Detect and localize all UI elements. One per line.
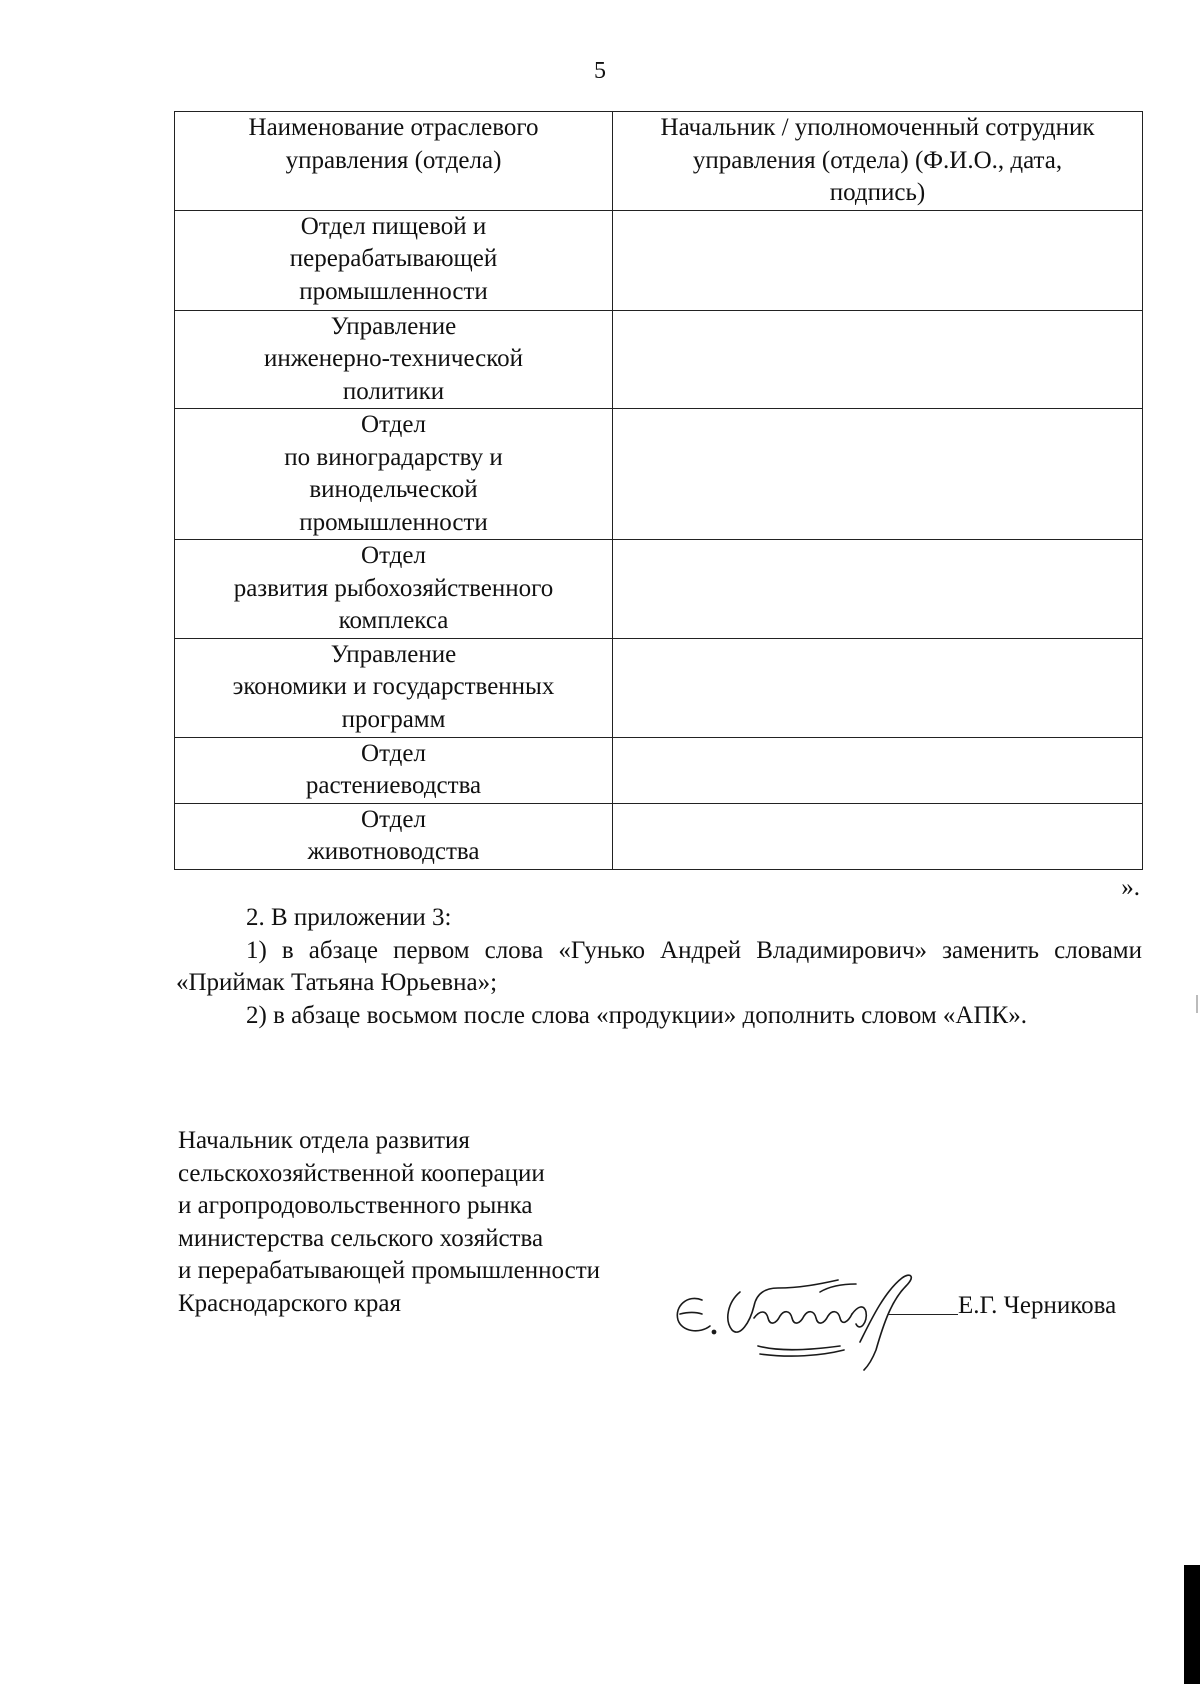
department-cell: Отдел по виноградарству и винодельческой промышленности bbox=[175, 409, 613, 540]
handwritten-signature bbox=[670, 1262, 930, 1372]
signature-line bbox=[888, 1314, 958, 1315]
department-cell: Управление инженерно-технической политики bbox=[175, 310, 613, 409]
table-row bbox=[175, 310, 1143, 409]
signature-cell bbox=[613, 803, 1143, 869]
department-cell: Отдел животноводства bbox=[175, 803, 613, 869]
table-row bbox=[175, 210, 1143, 310]
department-cell: Управление экономики и государственных программ bbox=[175, 638, 613, 737]
table-row bbox=[175, 409, 1143, 540]
margin-mark bbox=[1196, 995, 1198, 1013]
signature-cell bbox=[613, 638, 1143, 737]
signature-cell bbox=[613, 737, 1143, 803]
table-row bbox=[175, 803, 1143, 869]
signature-cell bbox=[613, 409, 1143, 540]
department-cell: Отдел развития рыбохозяйственного комплекса bbox=[175, 540, 613, 639]
amendments-section bbox=[176, 902, 1142, 1032]
departments-approval-table bbox=[174, 111, 1143, 870]
table-row bbox=[175, 540, 1143, 639]
header-department-name: Наименование отраслевого управления (отдела) bbox=[175, 112, 613, 211]
signature-cell bbox=[613, 210, 1143, 310]
signer-position: Начальник отдела развития сельскохозяйственной кооперации и агропродовольственного рынка министерства сельского хозяйства и перерабатывающей промышленности Краснодарского края bbox=[178, 1127, 601, 1317]
department-cell: Отдел растениеводства bbox=[175, 737, 613, 803]
signature-cell bbox=[613, 310, 1143, 409]
closing-quote: ». bbox=[1121, 874, 1140, 901]
table-header-row bbox=[175, 112, 1143, 211]
amendment-item-2: 2) в абзаце восьмом после слова «продукции» дополнить словом «АПК». bbox=[246, 1001, 1027, 1029]
signer-name: Е.Г. Черникова bbox=[958, 1292, 1117, 1319]
department-cell: Отдел пищевой и перерабатывающей промышленности bbox=[175, 210, 613, 310]
table-row bbox=[175, 737, 1143, 803]
scan-edge-bar bbox=[1184, 1565, 1200, 1684]
table-row bbox=[175, 638, 1143, 737]
amendment-item-1: 1) в абзаце первом слова «Гунько Андрей Владимирович» заменить словами «Приймак Татьяна Юрьевна»; bbox=[176, 936, 1142, 996]
page-number: 5 bbox=[594, 58, 606, 84]
signature-cell bbox=[613, 540, 1143, 639]
header-responsible-employee: Начальник / уполномоченный сотрудник управления (отдела) (Ф.И.О., дата, подпись) bbox=[613, 112, 1143, 211]
amendment-heading: 2. В приложении 3: bbox=[246, 904, 452, 931]
